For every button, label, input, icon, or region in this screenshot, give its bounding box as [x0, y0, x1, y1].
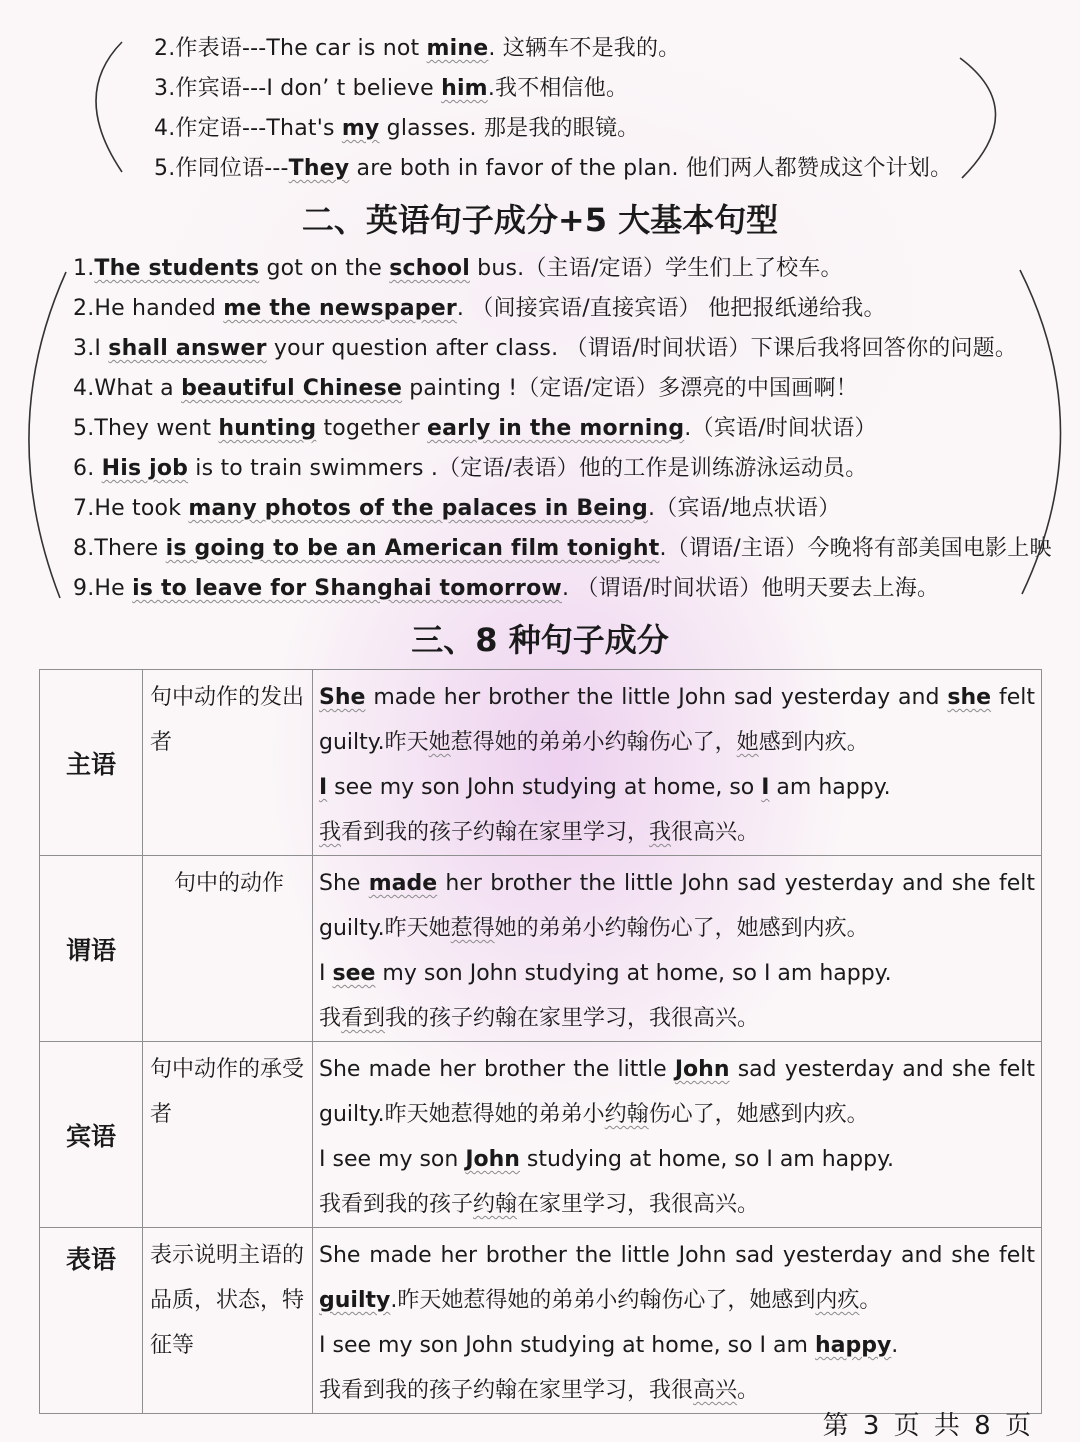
- text: .我不相信他。: [487, 76, 629, 101]
- text: 感到内疚。: [758, 730, 869, 755]
- text: .（宾语/地点状语）: [648, 496, 841, 521]
- section-heading-3: 三、8 种句子成分: [411, 621, 669, 659]
- text: guilty.昨天她惹得她的弟弟小: [319, 1102, 605, 1127]
- text: 。: [859, 1288, 882, 1313]
- left-bracket-top: [96, 42, 122, 172]
- text: . （谓语/时间状语）他明天要去上海。: [561, 576, 940, 601]
- example-line: [319, 861, 1035, 906]
- text: bus.（主语/定语）学生们上了校车。: [469, 256, 843, 281]
- example-line: [319, 1092, 1035, 1137]
- text: 4.作定语---That's: [154, 116, 342, 141]
- keyword: him: [441, 76, 488, 101]
- text: I: [319, 961, 333, 986]
- text: 我看到我的孩子约翰在家里学习，我很: [319, 1378, 694, 1403]
- text: 5.作同位语---: [154, 156, 289, 181]
- example-line: [319, 1323, 1035, 1368]
- keyword: 她: [736, 730, 759, 755]
- text: 1.: [73, 256, 95, 281]
- keyword: beautiful Chinese: [181, 376, 403, 401]
- left-bracket-main: [29, 272, 66, 598]
- text: 我看到我的孩子: [319, 1192, 474, 1217]
- keyword: 内疚: [815, 1288, 860, 1313]
- example-line: [319, 996, 1035, 1041]
- text: am happy.: [769, 775, 891, 800]
- keyword: is going to be an American film tonight: [165, 536, 660, 561]
- table-row-predicate: [40, 856, 1042, 1042]
- text: see my son John studying at home, so: [327, 775, 762, 800]
- text: 3.作宾语---I don’ t believe: [154, 76, 442, 101]
- text: I see my son John studying at home, so I am: [319, 1333, 815, 1358]
- text: 。: [737, 1378, 760, 1403]
- keyword: I: [319, 775, 328, 800]
- keyword: hunting: [218, 416, 317, 441]
- example-cell: [313, 856, 1042, 1042]
- keyword: shall answer: [108, 336, 267, 361]
- text: your question after class. （谓语/时间状语）下课后我将回答你的问题。: [266, 336, 1018, 361]
- keyword: 看到: [341, 1006, 386, 1031]
- text: .（宾语/时间状语）: [684, 416, 877, 441]
- keyword: 高兴: [693, 1378, 738, 1403]
- example-line: [319, 906, 1035, 951]
- text: .: [891, 1333, 899, 1358]
- text: 看到我的孩子约翰在家里学习，: [341, 820, 650, 845]
- term-cell: 主语: [40, 670, 143, 856]
- keyword: mine: [426, 36, 489, 61]
- description-cell: 句中动作的发出者: [143, 670, 313, 856]
- keyword: early in the morning: [427, 416, 685, 441]
- keyword: John: [674, 1057, 730, 1082]
- keyword: The students: [94, 256, 260, 281]
- text: painting !（定语/定语）多漂亮的中国画啊！: [402, 376, 858, 401]
- keyword: is to leave for Shanghai tomorrow: [132, 576, 562, 601]
- text: 在家里学习，我很高兴。: [517, 1192, 760, 1217]
- text: glasses. 那是我的眼镜。: [379, 116, 640, 141]
- example-line: [319, 951, 1035, 996]
- keyword: guilty: [319, 1288, 391, 1313]
- text: studying at home, so I am happy.: [519, 1147, 894, 1172]
- example-line: [319, 1278, 1035, 1323]
- table-row-subject: [40, 670, 1042, 856]
- text: 她的弟弟小约翰伤心了，她感到内疚。: [494, 916, 869, 941]
- text: 2.He handed: [73, 296, 224, 321]
- text: 4.What a: [73, 376, 182, 401]
- text: 我: [319, 1006, 342, 1031]
- example-cell: [313, 670, 1042, 856]
- text: She: [319, 871, 369, 896]
- keyword: 约翰: [473, 1192, 518, 1217]
- example-line: [319, 720, 1035, 765]
- keyword: His job: [101, 456, 189, 481]
- example-line: [319, 1047, 1035, 1092]
- term-cell: 表语: [40, 1228, 143, 1414]
- sentence-components-table: [39, 669, 1042, 1414]
- keyword: 约翰: [604, 1102, 649, 1127]
- text: I see my son: [319, 1147, 466, 1172]
- keyword: 我: [649, 820, 672, 845]
- table-row-complement: [40, 1228, 1042, 1414]
- text: 5.They went: [73, 416, 219, 441]
- keyword: 她: [428, 730, 451, 755]
- keyword: 惹得: [450, 916, 495, 941]
- text: is to train swimmers .（定语/表语）他的工作是训练游泳运动员。: [188, 456, 868, 481]
- example-line: [319, 1182, 1035, 1227]
- text: . （间接宾语/直接宾语） 他把报纸递给我。: [456, 296, 886, 321]
- keyword: see: [332, 961, 376, 986]
- keyword: school: [389, 256, 470, 281]
- text: got on the: [259, 256, 390, 281]
- text: 7.He took: [73, 496, 189, 521]
- example-line: She made her brother the little John sad yesterday and she felt: [319, 1243, 1035, 1268]
- keyword: happy: [814, 1333, 892, 1358]
- text: 我的孩子约翰在家里学习，我很高兴。: [385, 1006, 760, 1031]
- table-row-object: [40, 1042, 1042, 1228]
- text: my son John studying at home, so I am happy.: [375, 961, 892, 986]
- keyword: made: [368, 871, 438, 896]
- keyword: I: [761, 775, 770, 800]
- text: .（谓语/主语）今晚将有部美国电影上映: [659, 536, 1052, 561]
- example-line: [319, 810, 1035, 855]
- example-cell: [313, 1228, 1042, 1414]
- description-cell: 句中的动作: [143, 856, 313, 1042]
- keyword: John: [465, 1147, 520, 1172]
- text: She made her brother the little: [319, 1057, 675, 1082]
- right-bracket-main: [1020, 270, 1061, 594]
- text: . 这辆车不是我的。: [488, 36, 681, 61]
- keyword: They: [288, 156, 350, 181]
- bracket-decorations: [0, 0, 1080, 640]
- section-heading-2: 二、英语句子成分+5 大基本句型: [301, 201, 779, 239]
- example-line: [319, 1137, 1035, 1182]
- term-cell: 宾语: [40, 1042, 143, 1228]
- text: 9.He: [73, 576, 133, 601]
- text: 2.作表语---The car is not: [154, 36, 427, 61]
- description-cell: 句中动作的承受者: [143, 1042, 313, 1228]
- text: 惹得她的弟弟小约翰伤心了，: [450, 730, 737, 755]
- text: 伤心了，她感到内疚。: [648, 1102, 869, 1127]
- text: together: [316, 416, 428, 441]
- term-cell: 谓语: [40, 856, 143, 1042]
- text: 很高兴。: [671, 820, 760, 845]
- text: made her brother the little John sad yesterday and: [365, 685, 948, 710]
- text: felt: [991, 685, 1036, 710]
- description-cell: 表示说明主语的品质，状态，特征等: [143, 1228, 313, 1414]
- text: her brother the little John sad yesterday and she felt: [437, 871, 1035, 896]
- keyword: 我: [319, 820, 342, 845]
- example-cell: [313, 1042, 1042, 1228]
- page-number: 第 3 页 共 8 页: [822, 1411, 1034, 1441]
- text: guilty.昨天她: [319, 916, 451, 941]
- keyword: many photos of the palaces in Being: [188, 496, 648, 521]
- keyword: She: [319, 685, 366, 710]
- keyword: she: [947, 685, 992, 710]
- text: guilty.昨天: [319, 730, 429, 755]
- text: 3.I: [73, 336, 109, 361]
- text: sad yesterday and she felt: [729, 1057, 1035, 1082]
- keyword: me the newspaper: [223, 296, 457, 321]
- text: 6.: [73, 456, 102, 481]
- example-line: [319, 765, 1035, 810]
- keyword: my: [341, 116, 380, 141]
- example-line: [319, 675, 1035, 720]
- text: are both in favor of the plan. 他们两人都赞成这个计划。: [349, 156, 953, 181]
- text: .昨天她惹得她的弟弟小约翰伤心了，她感到: [390, 1288, 816, 1313]
- text: 8.There: [73, 536, 166, 561]
- right-bracket-top: [960, 58, 996, 178]
